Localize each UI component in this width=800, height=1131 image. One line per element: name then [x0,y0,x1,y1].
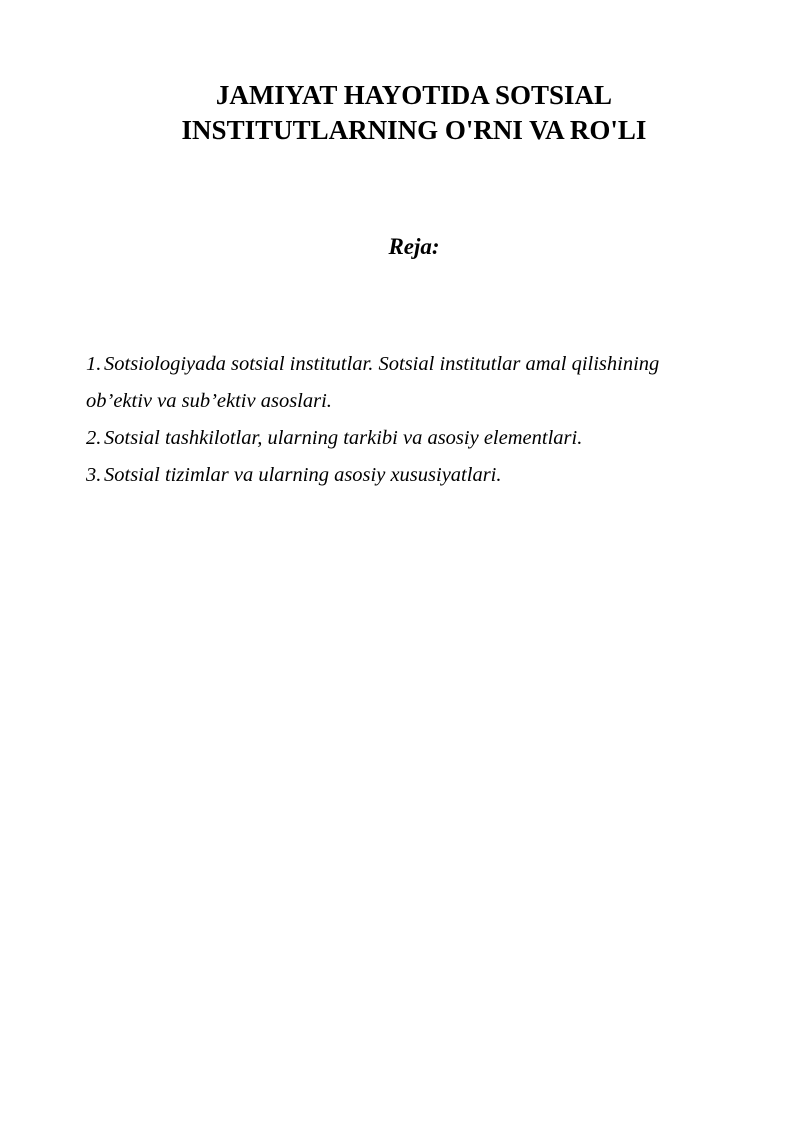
plan-item-3 [86,457,726,494]
plan-item-number: 1. [86,353,102,375]
plan-item-2 [86,420,726,457]
plan-item-number: 3. [86,464,102,486]
title-line-2: INSTITUTLARNING O'RNI VA RO'LI [181,115,647,145]
plan-item-1 [86,346,726,383]
plan-item-text: Sotsiologiyada sotsial institutlar. Sotsial institutlar amal qilishining [104,353,660,375]
plan-list [86,346,726,494]
title-line-1: JAMIYAT HAYOTIDA SOTSIAL [215,80,613,110]
plan-item-number: 2. [86,427,102,449]
plan-item-text: Sotsial tizimlar va ularning asosiy xususiyatlari. [104,464,502,486]
plan-item-1-continuation [86,383,726,420]
plan-item-text: Sotsial tashkilotlar, ularning tarkibi va asosiy elementlari. [104,427,583,449]
document-title [60,78,768,148]
plan-item-text-continued: ob’ektiv va sub’ektiv asoslari. [86,390,332,412]
plan-heading: Reja: [388,234,440,259]
